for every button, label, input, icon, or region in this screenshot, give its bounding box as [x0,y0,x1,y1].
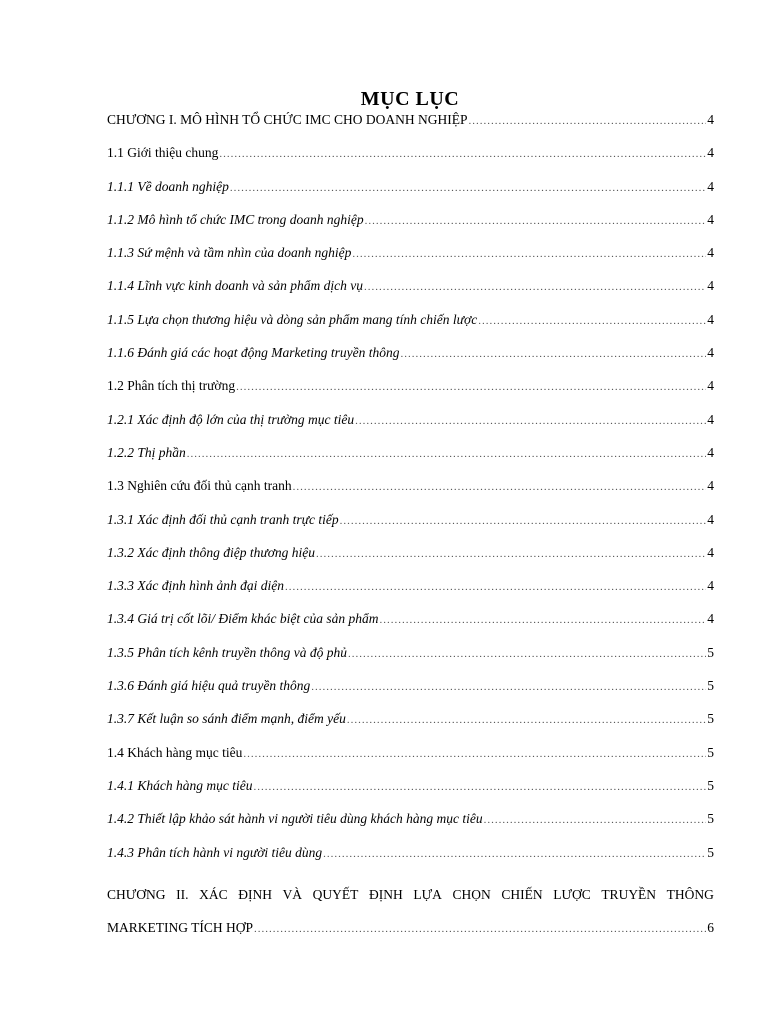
dot-leader [478,315,706,327]
page-number: 5 [707,744,714,760]
toc-entry-label: 1.2.1 Xác định độ lớn của thị trường mục tiêu [107,411,355,427]
toc-entry-label: 1.1.1 Về doanh nghiệp [107,178,229,194]
page-number: 4 [707,444,714,460]
toc-entry-label: 1.1.4 Lĩnh vực kinh doanh và sản phẩm dịch vụ [107,278,363,294]
toc-entry[interactable] [107,412,714,445]
dot-leader [355,415,706,427]
page-number: 4 [707,611,714,627]
page-number: 5 [707,811,714,827]
toc-entry[interactable] [107,145,714,178]
toc-entry[interactable] [107,678,714,711]
chapter-2-word: CHƯƠNG [107,886,166,902]
toc-entry[interactable] [107,578,714,611]
dot-leader [230,182,706,194]
page-number: 4 [707,178,714,194]
chapter-2-word: QUYẾT [312,886,359,902]
toc-entry[interactable] [107,645,714,678]
page-number: 4 [707,311,714,327]
toc-entry[interactable] [107,478,714,511]
toc-title: MỤC LỤC [360,88,460,110]
toc-entry[interactable] [107,345,714,378]
dot-leader [187,448,706,460]
chapter-2-word: II. [176,886,189,902]
dot-leader [352,248,706,260]
toc-entry-label: 1.1.2 Mô hình tổ chức IMC trong doanh nghiệp [107,211,364,227]
chapter-2-title-line-2 [107,911,714,946]
toc-entries [107,112,714,878]
page-number: 5 [707,644,714,660]
dot-leader [348,648,706,660]
chapter-2-word: CHIẾN [501,886,543,902]
chapter-2-word: LỰA [413,886,442,902]
toc-entry[interactable] [107,811,714,844]
chapter-2-word: THÔNG [666,886,714,902]
chapter-2-word: VÀ [282,886,303,902]
toc-entry-label: 1.3.5 Phân tích kênh truyền thông và độ phủ [107,644,347,660]
chapter-2-word: LƯỢC [553,886,591,902]
toc-entry-label: 1.4.1 Khách hàng mục tiêu [107,777,253,793]
dot-leader [468,115,706,127]
toc-entry-label: 1.2 Phân tích thị trường [107,378,236,394]
page-number: 4 [707,378,714,394]
dot-leader [219,148,706,160]
page-number: 4 [707,544,714,560]
page-number: 4 [707,278,714,294]
table-of-contents [107,112,714,946]
chapter-2-word: CHỌN [452,886,491,902]
toc-entry[interactable] [107,312,714,345]
toc-entry-label: 1.3.7 Kết luận so sánh điểm mạnh, điểm yếu [107,711,346,727]
toc-entry[interactable] [107,512,714,545]
dot-leader [340,515,707,527]
dot-leader [293,481,707,493]
chapter-2-word: ĐỊNH [238,886,272,902]
toc-entry-label: 1.2.2 Thị phần [107,444,186,460]
page-number: 4 [707,245,714,261]
dot-leader [236,381,706,393]
toc-entry-label: 1.3.1 Xác định đối thủ cạnh tranh trực tiếp [107,511,339,527]
toc-entry[interactable] [107,445,714,478]
toc-entry[interactable] [107,245,714,278]
toc-entry-label: 1.4.3 Phân tích hành vi người tiêu dùng [107,844,323,860]
dot-leader [365,215,707,227]
page-number: 6 [707,920,714,936]
toc-entry[interactable] [107,611,714,644]
toc-entry-label: 1.4.2 Thiết lập khảo sát hành vi người tiêu dùng khách hàng mục tiêu [107,811,483,827]
dot-leader [243,748,706,760]
toc-entry-label: 1.1.3 Sứ mệnh và tầm nhìn của doanh nghiệp [107,245,352,261]
chapter-2-word: TRUYỀN [601,886,657,902]
toc-entry[interactable] [107,112,714,145]
page-number: 5 [707,777,714,793]
toc-entry[interactable] [107,278,714,311]
dot-leader [379,614,706,626]
toc-entry[interactable] [107,545,714,578]
dot-leader [364,281,706,293]
dot-leader [311,681,706,693]
page-number: 4 [707,112,714,127]
toc-entry-label: 1.1 Giới thiệu chung [107,145,219,161]
toc-entry[interactable] [107,745,714,778]
page-number: 5 [707,678,714,694]
page-number: 4 [707,478,714,494]
toc-entry-label: 1.3.2 Xác định thông điệp thương hiệu [107,544,316,560]
dot-leader [285,581,706,593]
page-number: 4 [707,578,714,594]
dot-leader [316,548,706,560]
toc-entry-label: 1.1.5 Lựa chọn thương hiệu và dòng sản phẩm mang tính chiến lược [107,311,478,327]
chapter-2-title-line-1 [107,878,714,911]
page-number: 5 [707,844,714,860]
toc-entry-label: 1.3.4 Giá trị cốt lõi/ Điểm khác biệt của sản phẩm [107,611,379,627]
page-number: 4 [707,411,714,427]
page-number: 5 [707,711,714,727]
toc-entry-label: 1.3.6 Đánh giá hiệu quả truyền thông [107,678,311,694]
toc-entry-label: 1.1.6 Đánh giá các hoạt động Marketing truyền thông [107,345,400,361]
page-number: 4 [707,211,714,227]
toc-entry[interactable] [107,378,714,411]
chapter-2-word: ĐỊNH [369,886,403,902]
dot-leader [253,781,706,793]
toc-entry[interactable] [107,778,714,811]
dot-leader [254,913,706,946]
toc-entry-label: 1.3 Nghiên cứu đối thủ cạnh tranh [107,478,292,494]
toc-entry[interactable] [107,845,714,878]
dot-leader [323,848,706,860]
page-number: 4 [707,145,714,161]
toc-entry-label: 1.3.3 Xác định hình ảnh đại diện [107,578,284,594]
toc-entry[interactable] [107,212,714,245]
toc-entry-chapter-2[interactable] [107,878,714,947]
toc-entry-label: CHƯƠNG I. MÔ HÌNH TỔ CHỨC IMC CHO DOANH NGHIỆP [107,112,468,127]
chapter-2-title-continuation: MARKETING TÍCH HỢP [107,920,254,936]
chapter-2-word: XÁC [199,886,228,902]
dot-leader [484,814,707,826]
toc-entry[interactable] [107,711,714,744]
dot-leader [400,348,706,360]
page-number: 4 [707,345,714,361]
toc-entry[interactable] [107,179,714,212]
toc-entry-label: 1.4 Khách hàng mục tiêu [107,744,243,760]
dot-leader [347,714,706,726]
page-number: 4 [707,511,714,527]
